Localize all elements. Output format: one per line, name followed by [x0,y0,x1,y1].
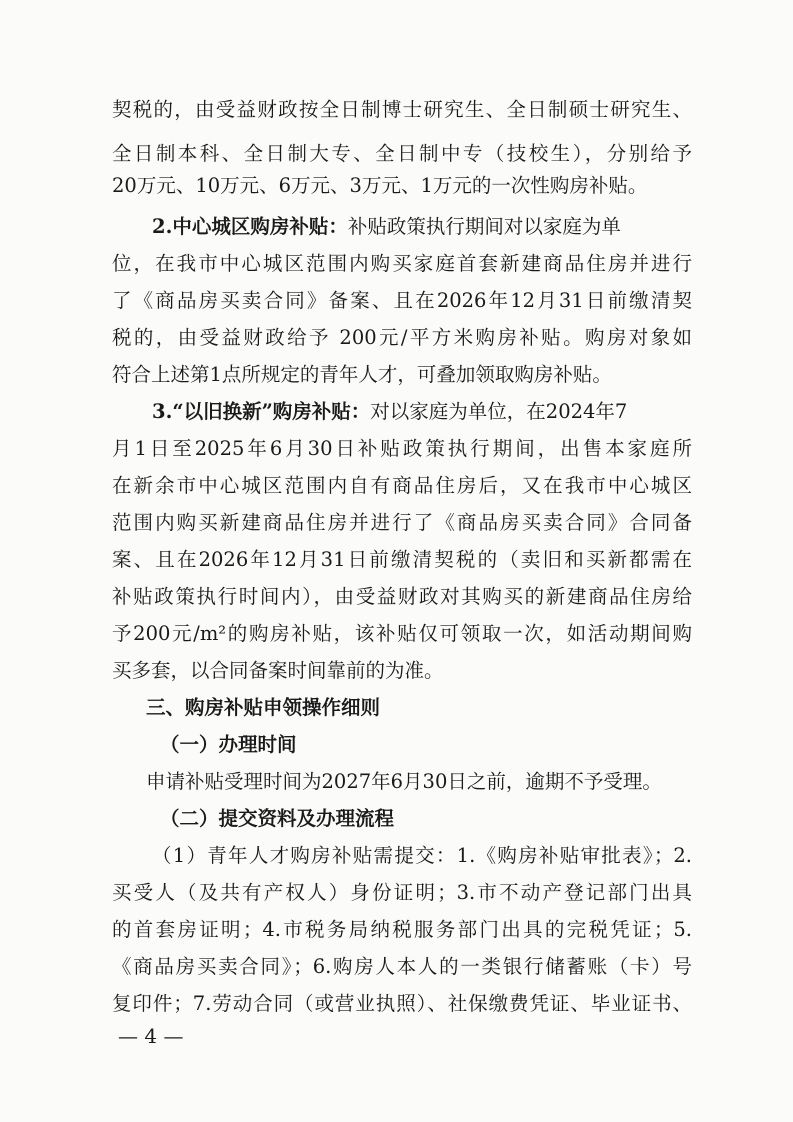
item-2-text: 补贴政策执行期间对以家庭为单 [347,215,621,238]
paragraph-line: 20万元、10万元、6万元、3万元、1万元的一次性购房补贴。 [112,174,648,197]
paragraph-line: 的首套房证明；4.市税务局纳税服务部门出具的完税凭证；5. [112,918,692,941]
paragraph-line: 补贴政策执行时间内），由受益财政对其购买的新建商品住房给 [112,585,692,608]
paragraph-line: 位，在我市中心城区范围内购买家庭首套新建商品住房并进行 [112,252,692,275]
item-2-title: 2.中心城区购房补贴： [152,215,348,238]
sub-2-heading: （二）提交资料及办理流程 [160,807,395,830]
item-2-line [152,213,692,241]
paragraph-line: 在新余市中心城区范围内自有商品住房后，又在我市中心城区 [112,474,692,497]
paragraph-line: 买受人（及共有产权人）身份证明；3.市不动产登记部门出具 [112,881,692,904]
page-number: — 4 — [118,1024,184,1048]
paragraph-line: （1）青年人才购房补贴需提交：1.《购房补贴审批表》；2. [152,844,692,867]
paragraph-line: 月1日至2025年6月30日补贴政策执行期间，出售本家庭所 [112,437,692,460]
paragraph-line: 复印件；7.劳动合同（或营业执照）、社保缴费凭证、毕业证书、 [112,992,692,1015]
section-3-heading: 三、购房补贴申领操作细则 [146,696,381,719]
item-3-line [152,398,692,426]
paragraph-line: 契税的，由受益财政按全日制博士研究生、全日制硕士研究生、 [112,98,692,121]
paragraph-line: 了《商品房买卖合同》备案、且在2026年12月31日前缴清契 [112,289,692,312]
paragraph-line: 全日制本科、全日制大专、全日制中专（技校生），分别给予 [112,142,692,165]
paragraph-line: 税的，由受益财政给予 200元/平方米购房补贴。购房对象如 [112,326,692,349]
paragraph-line: 案、且在2026年12月31日前缴清契税的（卖旧和买新都需在 [112,548,692,571]
paragraph-line: 买多套，以合同备案时间靠前的为准。 [112,659,444,682]
paragraph-line: 《商品房买卖合同》；6.购房人本人的一类银行储蓄账（卡）号 [112,955,692,978]
paragraph-line: 范围内购买新建商品住房并进行了《商品房买卖合同》合同备 [112,511,692,534]
paragraph-line: 申请补贴受理时间为2027年6月30日之前，逾期不予受理。 [146,770,662,793]
sub-1-heading: （一）办理时间 [160,733,297,756]
paragraph-line: 予200元/m²的购房补贴，该补贴仅可领取一次，如活动期间购 [112,622,692,645]
item-3-title: 3.“以旧换新”购房补贴： [152,400,371,423]
paragraph-line: 符合上述第1点所规定的青年人才，可叠加领取购房补贴。 [112,363,612,386]
item-3-text: 对以家庭为单位，在2024年7 [370,400,628,423]
